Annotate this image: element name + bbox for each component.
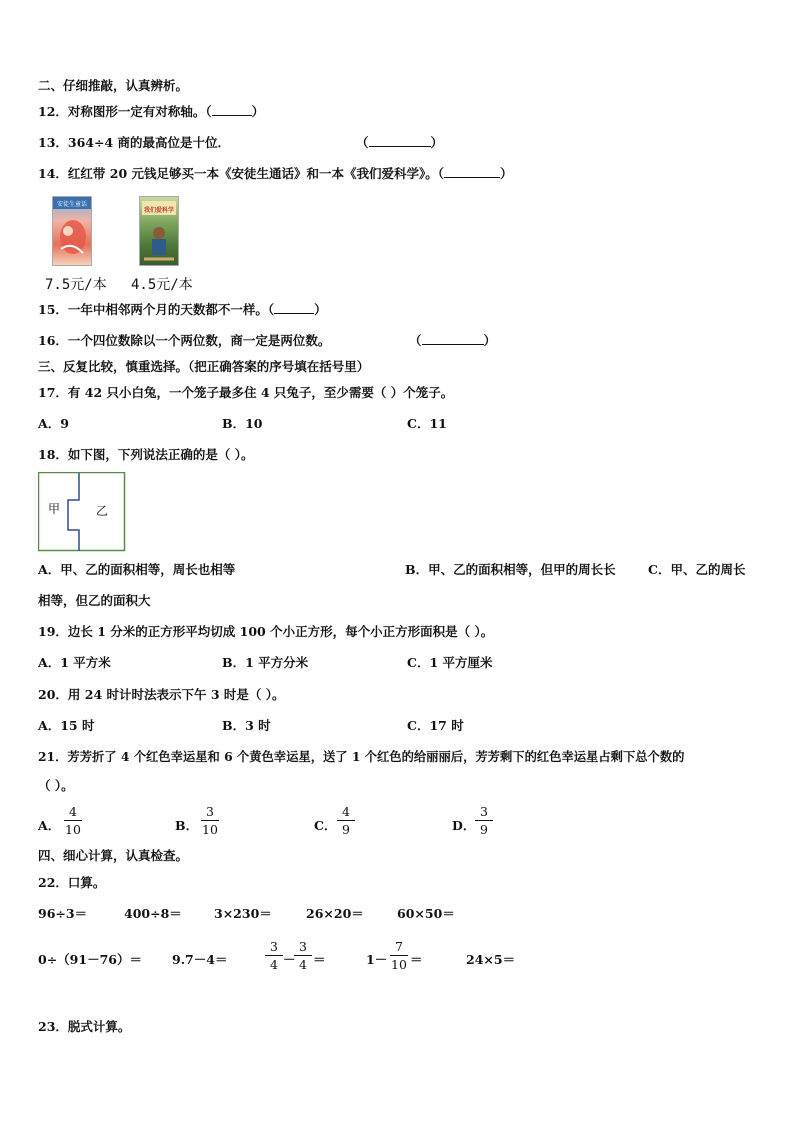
- question-12: [38, 104, 264, 120]
- book-price-andersen: 7.5元/本: [45, 277, 107, 293]
- q20-option-c[interactable]: C．17 时: [407, 718, 464, 733]
- denominator: 9: [342, 822, 350, 837]
- q21-option-d-label[interactable]: D．: [452, 818, 476, 833]
- book-price-science: 4.5元/本: [131, 277, 193, 293]
- question-21: 21．芳芳折了 4 个红色幸运星和 6 个黄色幸运星，送了 1 个红色的给丽丽后，芳芳剩下的红色幸运星占剩下总个数的: [38, 749, 685, 764]
- q17-option-c[interactable]: C．11: [407, 416, 447, 431]
- numerator: 3: [206, 804, 214, 819]
- numerator: 3: [480, 804, 488, 819]
- question-14-text: 14．红红带 20 元钱足够买一本《安徒生通话》和一本《我们爱科学》。: [38, 166, 438, 181]
- question-12-text: 12．对称图形一定有对称轴。: [38, 104, 206, 119]
- book-cover-andersen: [52, 196, 92, 266]
- numerator: 4: [69, 804, 77, 819]
- question-19: 19．边长 1 分米的正方形平均切成 100 个小正方形，每个小正方形面积是（ ）。: [38, 624, 494, 639]
- question-23: 23．脱式计算。: [38, 1019, 131, 1034]
- q19-option-b[interactable]: B．1 平方分米: [222, 655, 309, 670]
- paren-close: ）: [483, 333, 497, 348]
- mental-math-2: 400÷8＝: [124, 906, 182, 921]
- mental-math-9-equals: ＝: [410, 952, 423, 967]
- q20-option-a[interactable]: A．15 时: [38, 718, 95, 733]
- section-3-heading: 三、反复比较，慎重选择。（把正确答案的序号填在括号里）: [38, 359, 370, 374]
- q21-option-b-label[interactable]: B．: [175, 818, 199, 833]
- question-18: 18．如下图，下列说法正确的是（ ）。: [38, 447, 254, 462]
- q21-option-d-fraction: [473, 804, 495, 837]
- mental-math-3: 3×230＝: [214, 906, 272, 921]
- paren-open: （: [267, 302, 275, 317]
- science-book-illustration-icon: [140, 197, 178, 265]
- region-label-yi: 乙: [96, 504, 109, 518]
- denominator: 4: [270, 957, 278, 972]
- answer-blank-12[interactable]: [212, 104, 252, 116]
- question-15: [38, 302, 327, 318]
- question-13-answer: [356, 135, 443, 151]
- numerator: 3: [299, 939, 307, 954]
- question-13: [38, 135, 230, 151]
- mental-math-8-fraction-2: [292, 939, 314, 972]
- q18-figure: [38, 472, 126, 552]
- answer-blank-15[interactable]: [274, 302, 314, 314]
- mental-math-5: 60×50＝: [397, 906, 455, 921]
- q17-option-a[interactable]: A．9: [38, 416, 69, 431]
- mental-math-10: 24×5＝: [466, 952, 516, 967]
- q18-option-b[interactable]: B．甲、乙的面积相等，但甲的周长长: [405, 562, 616, 577]
- q21-option-a-fraction: [62, 804, 84, 837]
- denominator: 10: [65, 822, 81, 837]
- answer-blank-14[interactable]: [444, 166, 500, 178]
- fairy-tale-illustration-icon: [53, 197, 91, 265]
- question-16-answer: [409, 333, 496, 349]
- question-20: 20．用 24 时计时法表示下午 3 时是（ ）。: [38, 687, 285, 702]
- paren-open: （: [437, 166, 445, 181]
- section-4-heading: 四、细心计算，认真检查。: [38, 848, 189, 863]
- book-cover-title: 我们爱科学: [143, 207, 175, 214]
- paren-close: ）: [314, 302, 327, 317]
- numerator: 3: [270, 939, 278, 954]
- mental-math-4: 26×20＝: [306, 906, 364, 921]
- q21-option-c-fraction: [335, 804, 357, 837]
- q21-option-c-label[interactable]: C．: [314, 818, 337, 833]
- mental-math-8-fraction-1: [263, 939, 285, 972]
- denominator: 9: [480, 822, 488, 837]
- paren-open: （: [356, 135, 369, 150]
- mental-math-9-fraction: [388, 939, 410, 972]
- book-cover-title: 安徒生童话: [56, 201, 88, 208]
- q19-option-c[interactable]: C．1 平方厘米: [407, 655, 493, 670]
- section-2-heading: 二、仔细推敲，认真辨析。: [38, 78, 189, 93]
- question-17: 17．有 42 只小白兔，一个笼子最多住 4 只兔子，至少需要（ ）个笼子。: [38, 385, 454, 400]
- mental-math-1: 96÷3＝: [38, 906, 88, 921]
- region-label-jia: 甲: [48, 502, 61, 516]
- q21-option-a-label[interactable]: A．: [38, 818, 61, 833]
- question-16: [38, 333, 330, 349]
- q18-option-c[interactable]: C．甲、乙的周长: [648, 562, 746, 577]
- question-15-text: 15．一年中相邻两个月的天数都不一样。: [38, 302, 268, 317]
- question-16-text: 16．一个四位数除以一个两位数，商一定是两位数。: [38, 333, 331, 348]
- book-cover-science: [139, 196, 179, 266]
- q17-option-b[interactable]: B．10: [222, 416, 263, 431]
- q18-option-c-continued: 相等，但乙的面积大: [38, 593, 151, 608]
- question-22: 22．口算。: [38, 875, 106, 890]
- q21-option-b-fraction: [199, 804, 221, 837]
- mental-math-8-operator: －: [283, 952, 296, 967]
- question-21-paren: （ ）。: [38, 778, 74, 793]
- denominator: 10: [391, 957, 407, 972]
- q19-option-a[interactable]: A．1 平方米: [38, 655, 111, 670]
- numerator: 4: [342, 804, 350, 819]
- denominator: 10: [202, 822, 218, 837]
- paren-open: （: [409, 333, 422, 348]
- question-13-text: 13．364÷4 商的最高位是十位．: [38, 135, 231, 150]
- numerator: 7: [395, 939, 403, 954]
- paren-close: ）: [251, 104, 265, 119]
- question-14: [38, 166, 513, 182]
- paren-close: ）: [500, 166, 513, 181]
- mental-math-8-equals: ＝: [313, 952, 326, 967]
- mental-math-7: 9.7－4＝: [172, 952, 228, 967]
- mental-math-6: 0÷（91－76）＝: [38, 952, 142, 967]
- paren-open: （: [205, 104, 212, 119]
- q20-option-b[interactable]: B．3 时: [222, 718, 271, 733]
- answer-blank-13[interactable]: [369, 135, 431, 147]
- q18-option-a[interactable]: A．甲、乙的面积相等，周长也相等: [38, 562, 236, 577]
- mental-math-9-whole: 1－: [366, 952, 388, 967]
- denominator: 4: [299, 957, 307, 972]
- answer-blank-16[interactable]: [422, 333, 484, 345]
- paren-close: ）: [430, 135, 444, 150]
